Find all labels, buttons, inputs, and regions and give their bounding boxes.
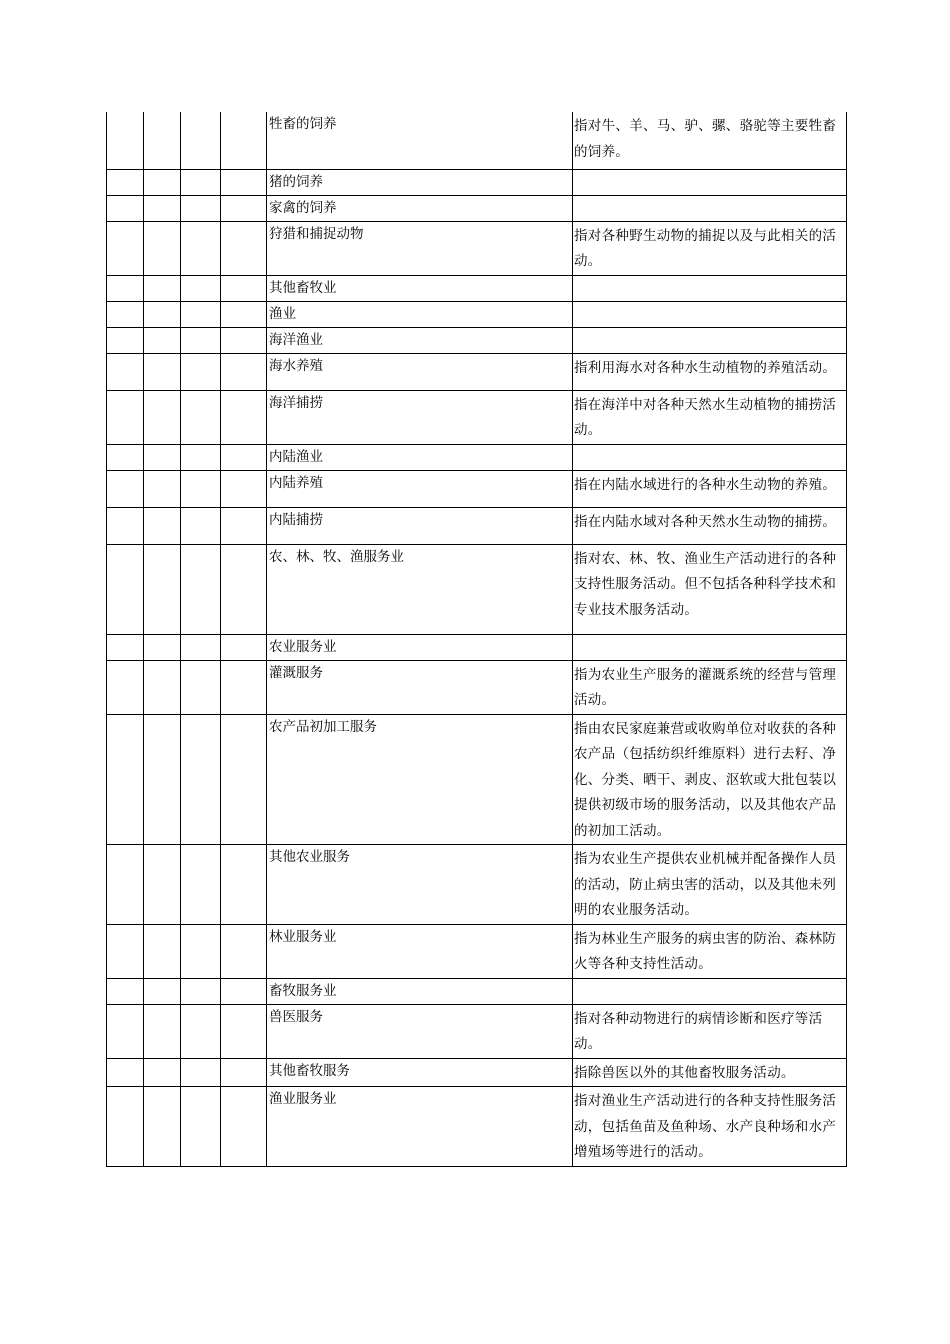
category-description-cell: 指在海洋中对各种天然水生动植物的捕捞活动。	[573, 390, 847, 444]
category-description-cell: 指对各种动物进行的病情诊断和医疗等活动。	[573, 1004, 847, 1058]
category-name-cell: 海水养殖	[267, 353, 573, 390]
code-cell	[221, 169, 267, 195]
code-cell	[181, 924, 221, 978]
table-row	[107, 924, 847, 978]
category-name-cell: 其他畜牧服务	[267, 1058, 573, 1087]
category-name-cell: 内陆捕捞	[267, 507, 573, 544]
category-description-cell	[573, 444, 847, 470]
code-cell	[144, 301, 181, 327]
code-cell	[107, 660, 144, 714]
category-name-cell: 家禽的饲养	[267, 195, 573, 221]
code-cell	[107, 924, 144, 978]
category-name-cell: 林业服务业	[267, 924, 573, 978]
code-cell	[144, 978, 181, 1004]
category-name-cell: 海洋渔业	[267, 327, 573, 353]
code-cell	[181, 169, 221, 195]
category-name-cell: 农、林、牧、渔服务业	[267, 544, 573, 634]
code-cell	[144, 275, 181, 301]
code-cell	[144, 1058, 181, 1087]
code-cell	[221, 470, 267, 507]
code-cell	[181, 275, 221, 301]
table-row	[107, 112, 847, 169]
code-cell	[221, 634, 267, 660]
category-description-cell	[573, 634, 847, 660]
code-cell	[107, 845, 144, 925]
table-body	[107, 112, 847, 1166]
code-cell	[107, 195, 144, 221]
code-cell	[144, 470, 181, 507]
code-cell	[144, 444, 181, 470]
code-cell	[221, 507, 267, 544]
code-cell	[144, 660, 181, 714]
code-cell	[221, 390, 267, 444]
code-cell	[107, 444, 144, 470]
table-row	[107, 301, 847, 327]
table-row	[107, 195, 847, 221]
category-description-cell: 指为农业生产提供农业机械并配备操作人员的活动，防止病虫害的活动，以及其他未列明的农业服务活动。	[573, 845, 847, 925]
code-cell	[221, 978, 267, 1004]
code-cell	[144, 353, 181, 390]
table-row	[107, 1058, 847, 1087]
table-row	[107, 544, 847, 634]
code-cell	[181, 714, 221, 845]
code-cell	[181, 660, 221, 714]
code-cell	[144, 169, 181, 195]
category-name-cell: 内陆渔业	[267, 444, 573, 470]
code-cell	[181, 390, 221, 444]
table-row	[107, 714, 847, 845]
code-cell	[221, 660, 267, 714]
table-row	[107, 845, 847, 925]
code-cell	[107, 634, 144, 660]
code-cell	[107, 169, 144, 195]
code-cell	[144, 507, 181, 544]
code-cell	[107, 275, 144, 301]
code-cell	[107, 221, 144, 275]
table-row	[107, 275, 847, 301]
code-cell	[181, 507, 221, 544]
category-description-cell: 指为林业生产服务的病虫害的防治、森林防火等各种支持性活动。	[573, 924, 847, 978]
category-description-cell	[573, 301, 847, 327]
code-cell	[221, 714, 267, 845]
code-cell	[181, 444, 221, 470]
table-row	[107, 634, 847, 660]
code-cell	[221, 112, 267, 169]
code-cell	[181, 195, 221, 221]
industry-classification-table	[106, 112, 847, 1167]
code-cell	[221, 327, 267, 353]
code-cell	[221, 544, 267, 634]
category-name-cell: 灌溉服务	[267, 660, 573, 714]
category-name-cell: 渔业服务业	[267, 1087, 573, 1167]
table-row	[107, 470, 847, 507]
code-cell	[181, 221, 221, 275]
code-cell	[221, 301, 267, 327]
table-row	[107, 169, 847, 195]
code-cell	[107, 714, 144, 845]
code-cell	[181, 634, 221, 660]
code-cell	[221, 924, 267, 978]
table-row	[107, 1004, 847, 1058]
code-cell	[181, 845, 221, 925]
code-cell	[181, 544, 221, 634]
category-name-cell: 畜牧服务业	[267, 978, 573, 1004]
category-description-cell: 指对渔业生产活动进行的各种支持性服务活动，包括鱼苗及鱼种场、水产良种场和水产增殖场等进行的活动。	[573, 1087, 847, 1167]
category-description-cell: 指除兽医以外的其他畜牧服务活动。	[573, 1058, 847, 1087]
code-cell	[107, 1004, 144, 1058]
category-name-cell: 猪的饲养	[267, 169, 573, 195]
code-cell	[107, 327, 144, 353]
code-cell	[144, 924, 181, 978]
code-cell	[181, 301, 221, 327]
code-cell	[221, 221, 267, 275]
code-cell	[107, 978, 144, 1004]
code-cell	[221, 1058, 267, 1087]
code-cell	[221, 353, 267, 390]
code-cell	[107, 507, 144, 544]
code-cell	[144, 1004, 181, 1058]
code-cell	[181, 1087, 221, 1167]
code-cell	[144, 634, 181, 660]
category-name-cell: 农产品初加工服务	[267, 714, 573, 845]
code-cell	[107, 301, 144, 327]
code-cell	[221, 845, 267, 925]
category-name-cell: 渔业	[267, 301, 573, 327]
table-row	[107, 327, 847, 353]
code-cell	[144, 544, 181, 634]
code-cell	[181, 978, 221, 1004]
table-row	[107, 978, 847, 1004]
category-name-cell: 牲畜的饲养	[267, 112, 573, 169]
category-name-cell: 狩猎和捕捉动物	[267, 221, 573, 275]
category-description-cell: 指由农民家庭兼营或收购单位对收获的各种农产品（包括纺织纤维原料）进行去籽、净化、分类、晒干、剥皮、沤软或大批包装以提供初级市场的服务活动，以及其他农产品的初加工活动。	[573, 714, 847, 845]
category-description-cell: 指在内陆水域对各种天然水生动物的捕捞。	[573, 507, 847, 544]
category-name-cell: 其他畜牧业	[267, 275, 573, 301]
code-cell	[144, 845, 181, 925]
code-cell	[221, 275, 267, 301]
category-name-cell: 其他农业服务	[267, 845, 573, 925]
table-row	[107, 444, 847, 470]
category-description-cell: 指为农业生产服务的灌溉系统的经营与管理活动。	[573, 660, 847, 714]
category-name-cell: 农业服务业	[267, 634, 573, 660]
table-row	[107, 353, 847, 390]
category-description-cell: 指对农、林、牧、渔业生产活动进行的各种支持性服务活动。但不包括各种科学技术和专业技术服务活动。	[573, 544, 847, 634]
code-cell	[181, 112, 221, 169]
code-cell	[107, 470, 144, 507]
code-cell	[144, 195, 181, 221]
code-cell	[144, 112, 181, 169]
code-cell	[221, 195, 267, 221]
code-cell	[107, 1087, 144, 1167]
code-cell	[144, 221, 181, 275]
code-cell	[221, 1004, 267, 1058]
code-cell	[181, 353, 221, 390]
category-description-cell	[573, 275, 847, 301]
code-cell	[181, 327, 221, 353]
code-cell	[144, 390, 181, 444]
code-cell	[144, 1087, 181, 1167]
category-name-cell: 兽医服务	[267, 1004, 573, 1058]
code-cell	[181, 1004, 221, 1058]
code-cell	[181, 1058, 221, 1087]
category-name-cell: 内陆养殖	[267, 470, 573, 507]
category-description-cell: 指对各种野生动物的捕捉以及与此相关的活动。	[573, 221, 847, 275]
table-row	[107, 221, 847, 275]
code-cell	[107, 390, 144, 444]
code-cell	[144, 714, 181, 845]
code-cell	[181, 470, 221, 507]
code-cell	[221, 1087, 267, 1167]
table-row	[107, 507, 847, 544]
code-cell	[107, 1058, 144, 1087]
table-row	[107, 1087, 847, 1167]
code-cell	[221, 444, 267, 470]
category-description-cell: 指在内陆水域进行的各种水生动物的养殖。	[573, 470, 847, 507]
category-description-cell: 指利用海水对各种水生动植物的养殖活动。	[573, 353, 847, 390]
code-cell	[107, 112, 144, 169]
code-cell	[144, 327, 181, 353]
category-description-cell	[573, 169, 847, 195]
category-description-cell	[573, 978, 847, 1004]
code-cell	[107, 353, 144, 390]
table-row	[107, 660, 847, 714]
category-description-cell	[573, 327, 847, 353]
category-description-cell: 指对牛、羊、马、驴、骡、骆驼等主要牲畜的饲养。	[573, 112, 847, 169]
category-description-cell	[573, 195, 847, 221]
code-cell	[107, 544, 144, 634]
category-name-cell: 海洋捕捞	[267, 390, 573, 444]
table-row	[107, 390, 847, 444]
